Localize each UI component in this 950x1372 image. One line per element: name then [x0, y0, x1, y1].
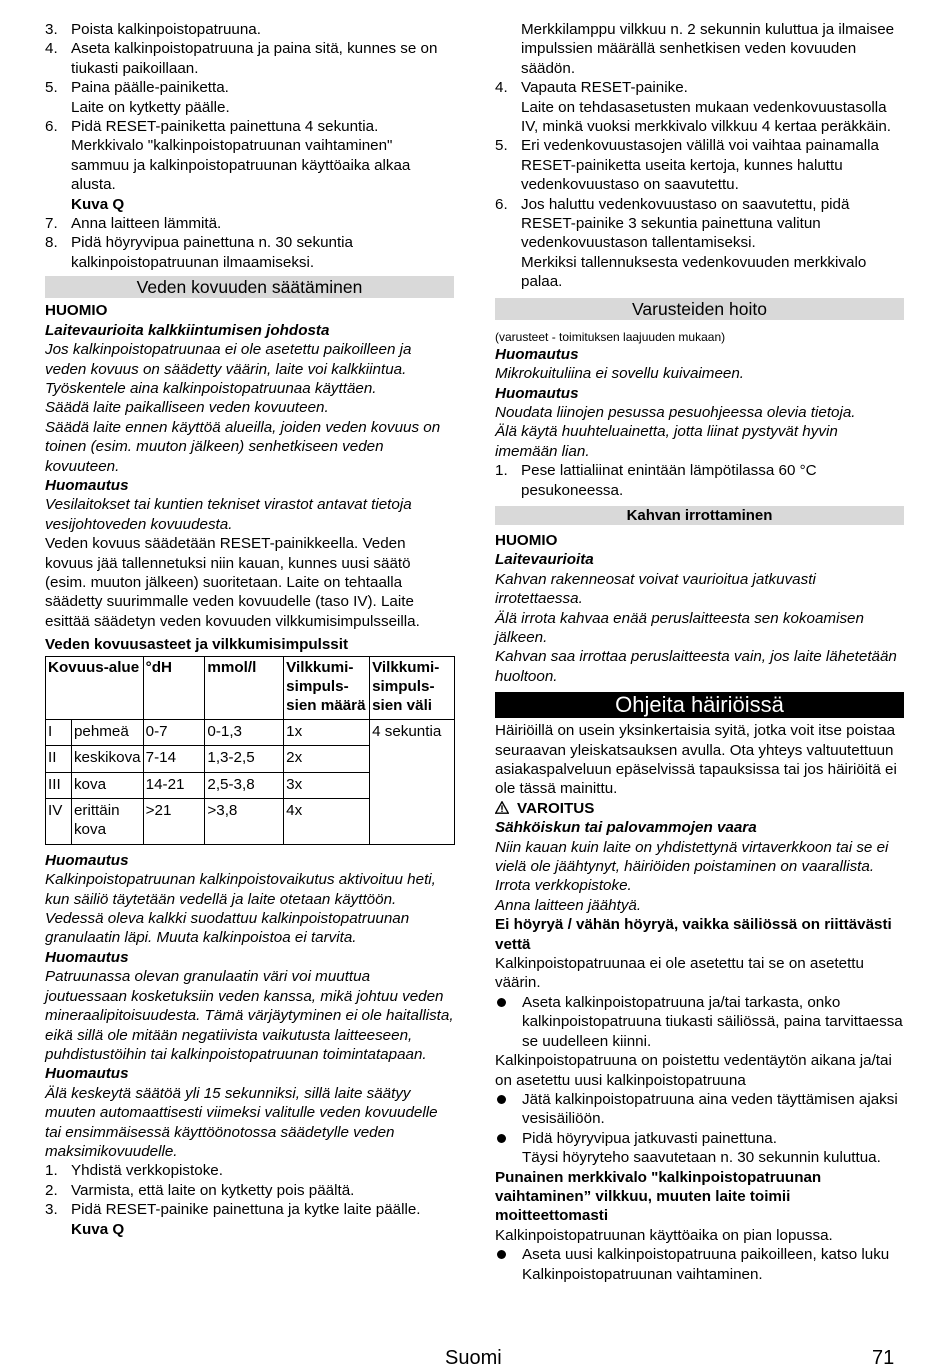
- list-item: Pidä höyryvipua jatkuvasti painettuna. Täysi höyryteho saavutetaan n. 30 sekunnin kuluttua.: [495, 1129, 904, 1168]
- table-header-cell: Kovuus-alue: [46, 656, 144, 719]
- table-row: II keskikova 7-14 1,3-2,5 2x: [46, 746, 455, 772]
- table-header-row: [46, 656, 455, 719]
- list-item: Aseta kalkinpoistopatruuna ja/tai tarkasta, onko kalkinpoistopatruuna tiukasti säiliössä, paina tarvittaessa se uudelleen kiinni.: [495, 993, 904, 1051]
- notice-text: Jos kalkinpoistopatruunaa ei ole asetettu paikoilleen ja veden kovuus on säädetty väärin, laite voi kalkkiintua.: [45, 341, 412, 378]
- footer-language: Suomi: [445, 1347, 502, 1369]
- figure-ref: Kuva Q: [71, 195, 125, 213]
- note-text: Älä käytä huuhteluainetta, jotta liinat pystyvät hyvin imemään lian.: [495, 423, 838, 460]
- list-item: 3. Poista kalkinpoistopatruuna.: [45, 21, 261, 38]
- issue-text: Kalkinpoistopatruunan käyttöaika on pian lopussa.: [495, 1226, 833, 1244]
- steps-bottom: [45, 1161, 454, 1239]
- steps-right: [495, 78, 904, 291]
- bullet-list: [495, 1245, 904, 1284]
- table-header-cell: Vilkkumi-simpuls-sien väli: [370, 656, 455, 719]
- list-item: 5. Eri vedenkovuustasojen välillä voi vaihtaa painamalla RESET-painiketta useita kertoja, kunnes haluttu vedenkovuustaso on saavutettu.: [495, 137, 879, 194]
- issue-text: Kalkinpoistopatruuna on poistettu vedentäytön aikana ja/tai on asetettu uusi kalkinpoistopatruuna: [495, 1052, 892, 1089]
- note-title: Huomautus: [45, 476, 129, 494]
- notice-text: Kahvan saa irrottaa peruslaitteesta vain, jos laite lähetetään huoltoon.: [495, 648, 897, 685]
- warning-label: VAROITUS: [517, 799, 595, 817]
- table-title: Veden kovuusasteet ja vilkkumisimpulssit: [45, 636, 349, 654]
- subsection-title: Kahvan irrottaminen: [495, 506, 904, 525]
- notice-text: Kahvan rakenneosat voivat vaurioitua jatkuvasti irrotettaessa.: [495, 570, 816, 608]
- list-item: 1. Yhdistä verkkopistoke.: [45, 1162, 223, 1180]
- hardness-table: [45, 656, 455, 845]
- list-item: 6. Pidä RESET-painiketta painettuna 4 sekuntia. Merkkivalo "kalkinpoistopatruunan vaihtaminen" sammuu ja kalkinpoistopatruunan käyttöaika alkaa alusta. Kuva Q: [45, 117, 454, 214]
- section-title: Varusteiden hoito: [495, 298, 904, 320]
- note-title: Huomautus: [45, 1065, 129, 1083]
- list-item: 5. Paina päälle-painiketta. Laite on kytketty päälle.: [45, 79, 230, 116]
- note-text: Vesilaitokset tai kuntien tekniset virastot antavat tietoja vesijohtoveden kovuudesta.: [45, 496, 412, 533]
- table-row: IV erittäin kova >21 >3,8 4x: [46, 799, 455, 845]
- notice-subtitle: Laitevaurioita: [495, 551, 594, 569]
- notice-text: Säädä laite ennen käyttöä alueilla, joiden veden kovuus on toinen (esim. muuton jälkeen) senhetkiseen veden kovuuteen.: [45, 418, 441, 475]
- list-item: 4. Vapauta RESET-painike. Laite on tehdasasetusten mukaan vedenkovuustasolla IV, minkä vuoksi merkkivalo vilkkuu 4 kertaa peräkkäin.: [495, 79, 892, 136]
- list-item: Aseta uusi kalkinpoistopatruuna paikoilleen, katso luku Kalkinpoistopatruunan vaihtaminen.: [495, 1245, 904, 1284]
- warning-text: Niin kauan kuin laite on yhdistettynä virtaverkkoon tai se ei vielä ole jäähtynyt, häiriöiden poistaminen on vaarallista.: [495, 838, 889, 876]
- warning-subtitle: Sähköiskun tai palovammojen vaara: [495, 819, 757, 837]
- page-number: 71: [872, 1347, 895, 1369]
- notice-text: Älä irrota kahvaa enää peruslaitteesta sen kokoamisen jälkeen.: [495, 609, 864, 646]
- list-item: 1. Pese lattialiinat enintään lämpötilassa 60 °C pesukoneessa.: [495, 462, 817, 499]
- note-text: Kalkinpoistopatruunan kalkinpoistovaikutus aktivoituu heti, kun säiliö täytetään vedellä ja laite otetaan käyttöön. Vedessä oleva kalkki suodattuu kalkinpoistopatruunan granulaatin läpi. Muuta kalkinpoistoa ei tarvita.: [45, 871, 436, 947]
- warning-text: Irrota verkkopistoke.: [495, 877, 632, 895]
- note-title: Huomautus: [45, 948, 129, 966]
- table-row: III kova 14-21 2,5-3,8 3x: [46, 772, 455, 798]
- table-header-cell: °dH: [143, 656, 205, 719]
- notice-text: Työskentele aina kalkinpoistopatruunaa käyttäen.: [45, 379, 377, 397]
- chapter-title: Ohjeita häiriöissä: [495, 692, 904, 718]
- list-item: Jätä kalkinpoistopatruuna aina veden täyttämisen ajaksi vesisäiliöön.: [495, 1090, 904, 1129]
- steps-accessories: [495, 461, 904, 500]
- bullet-dot-icon: [497, 1250, 506, 1259]
- table-header-cell: mmol/l: [205, 656, 284, 719]
- list-item: 2. Varmista, että laite on kytketty pois päältä.: [45, 1181, 355, 1199]
- warning-text: Anna laitteen jäähtyä.: [495, 896, 642, 914]
- note-text: Älä keskeytä säätöä yli 15 sekunniksi, sillä laite säätyy muuten automaattisesti viimeksi valitulle veden kovuudelle tai ensimmäisessä käyttöönotossa säädetylle veden maksimikovuudelle.: [45, 1084, 438, 1160]
- bullet-list: [495, 1090, 904, 1168]
- issue-title: Punainen merkkivalo "kalkinpoistopatruunan vaihtaminen” vilkkuu, muuten laite toimii moitteettomasti: [495, 1168, 822, 1225]
- table-row: I pehmeä 0-7 0-1,3 1x 4 sekuntia: [46, 719, 455, 745]
- list-item: 6. Jos haluttu vedenkovuustaso on saavutettu, pidä RESET-painike 3 sekuntia painettuna valitun vedenkovuustason tallentamiseksi. Merkiksi tallennuksesta vedenkovuuden merkkivalo palaa.: [495, 195, 867, 291]
- right-column: [495, 20, 904, 1284]
- steps-top: [45, 20, 454, 272]
- list-item: 8. Pidä höyryvipua painettuna n. 30 sekuntia kalkinpoistopatruunan ilmaamiseksi.: [45, 234, 354, 271]
- table-header-cell: Vilkkumi-simpuls-sien määrä: [284, 656, 370, 719]
- bullet-dot-icon: [497, 998, 506, 1007]
- notice-text: Säädä laite paikalliseen veden kovuuteen.: [45, 399, 329, 417]
- bullet-dot-icon: [497, 1134, 506, 1143]
- small-note: (varusteet - toimituksen laajuuden mukaan): [495, 329, 726, 344]
- warning-label-row: [495, 799, 904, 818]
- note-title: Huomautus: [45, 851, 129, 869]
- list-item: 3. Pidä RESET-painike painettuna ja kytke laite päälle. Kuva Q: [45, 1200, 454, 1239]
- note-title: Huomautus: [495, 384, 579, 402]
- section-title: Veden kovuuden säätäminen: [45, 276, 454, 298]
- body-text: Häiriöillä on usein yksinkertaisia syitä, jotka voit itse poistaa seuraavan yleiskatsauksen avulla. Ota yhteys valtuutettuun asiakaspalveluun epäselvissä tapauksissa tai jos häiriöitä ei ole tässä mainittu.: [495, 722, 897, 798]
- continued-text: Merkkilamppu vilkkuu n. 2 sekunnin kuluttua ja ilmaisee impulssien määrällä senhetkisen veden kovuuden säädön.: [521, 21, 895, 77]
- list-item: 7. Anna laitteen lämmitä.: [45, 215, 222, 233]
- left-column: [45, 20, 454, 1239]
- note-text: Patruunassa olevan granulaatin väri voi muuttua joutuessaan kosketuksiin veden kanssa, mikä johtuu veden mineraalipitoisuudesta. Tämä värjäytyminen ei ole haitallista, eikä sillä ole mitään negatiivista vaikutusta laitteeseen, puhdistustöihin tai kalkinpoistopatruunan toimintatapaan.: [45, 968, 454, 1063]
- issue-title: Ei höyryä / vähän höyryä, vaikka säiliössä on riittävästi vettä: [495, 916, 892, 953]
- list-item: 4. Aseta kalkinpoistopatruuna ja paina sitä, kunnes se on tiukasti paikoillaan.: [45, 40, 438, 77]
- notice-label: HUOMIO: [495, 531, 558, 549]
- bullet-list: [495, 993, 904, 1051]
- interval-cell: 4 sekuntia: [370, 719, 455, 844]
- notice-subtitle: Laitevaurioita kalkkiintumisen johdosta: [45, 321, 330, 339]
- note-title: Huomautus: [495, 345, 579, 363]
- figure-ref: Kuva Q: [71, 1220, 125, 1238]
- note-text: Mikrokuituliina ei sovellu kuivaimeen.: [495, 365, 745, 383]
- body-text: Veden kovuus säädetään RESET-painikkeella. Veden kovuus jää tallennetuksi niin kauan, kunnes uusi säätö (esim. muuton jälkeen) suoritetaan. Laite on tehtaalla säädetty suurimmalle veden kovuudelle (taso IV). Laite esittää säädetyn veden kovuuden vilkkumisimpulsseilla.: [45, 535, 420, 630]
- warning-triangle-icon: [495, 799, 517, 818]
- notice-label: HUOMIO: [45, 302, 108, 320]
- note-text: Noudata liinojen pesussa pesuohjeessa olevia tietoja.: [495, 403, 856, 421]
- bullet-dot-icon: [497, 1095, 506, 1104]
- issue-text: Kalkinpoistopatruunaa ei ole asetettu tai se on asetettu väärin.: [495, 955, 864, 992]
